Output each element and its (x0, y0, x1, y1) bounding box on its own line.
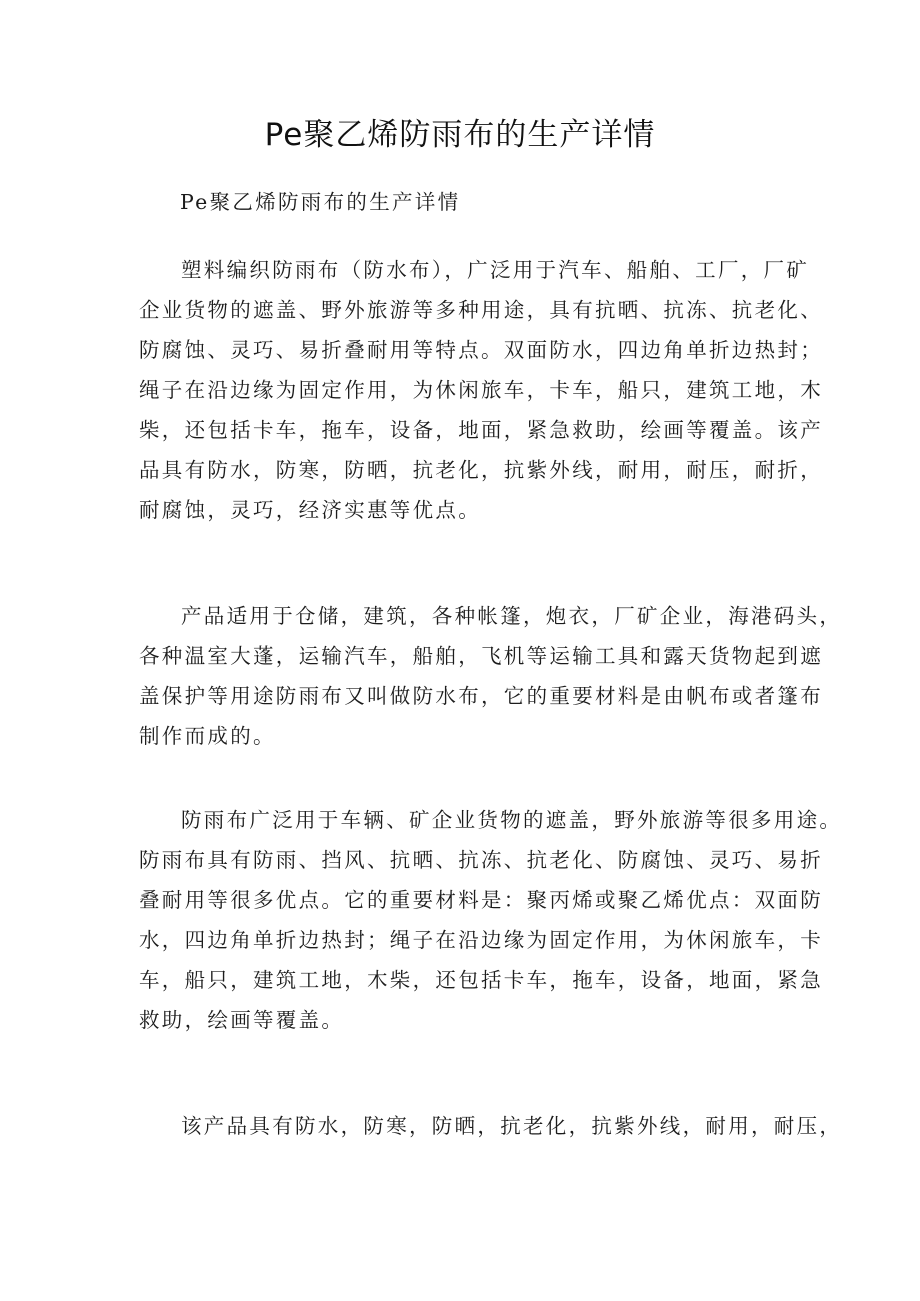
paragraph-line: 柴，还包括卡车，拖车，设备，地面，紧急救助，绘画等覆盖。该产 (139, 418, 823, 442)
paragraph-line: 耐腐蚀，灵巧，经济实惠等优点。 (139, 498, 481, 522)
paragraph-4 (139, 1106, 843, 1146)
paragraph-2 (139, 596, 843, 756)
paragraph-line: 车，船只，建筑工地，木柴，还包括卡车，拖车，设备，地面，紧急 (139, 968, 823, 992)
paragraph-line: 制作而成的。 (139, 724, 276, 748)
paragraph-line: 救助，绘画等覆盖。 (139, 1008, 345, 1032)
paragraph-line: 该产品具有防水，防寒，防晒，抗老化，抗紫外线，耐用，耐压， (181, 1114, 843, 1138)
document-subtitle: Pe聚乙烯防雨布的生产详情 (180, 190, 461, 214)
paragraph-line: 盖保护等用途防雨布又叫做防水布，它的重要材料是由帆布或者篷布 (139, 684, 823, 708)
paragraph-line: 塑料编织防雨布（防水布），广泛用于汽车、船舶、工厂，厂矿 (181, 258, 810, 282)
paragraph-line: 企业货物的遮盖、野外旅游等多种用途，具有抗晒、抗冻、抗老化、 (139, 298, 823, 322)
paragraph-1 (139, 250, 823, 530)
document-title: Pe聚乙烯防雨布的生产详情 (264, 117, 656, 153)
paragraph-3 (139, 800, 843, 1040)
paragraph-line: 防腐蚀、灵巧、易折叠耐用等特点。双面防水，四边角单折边热封； (139, 338, 823, 362)
paragraph-line: 防雨布具有防雨、挡风、抗晒、抗冻、抗老化、防腐蚀、灵巧、易折 (139, 848, 823, 872)
paragraph-line: 叠耐用等很多优点。它的重要材料是：聚丙烯或聚乙烯优点：双面防 (139, 888, 823, 912)
paragraph-line: 产品适用于仓储，建筑，各种帐篷，炮衣，厂矿企业，海港码头， (181, 604, 843, 628)
paragraph-line: 防雨布广泛用于车辆、矿企业货物的遮盖，野外旅游等很多用途。 (181, 808, 843, 832)
paragraph-line: 绳子在沿边缘为固定作用，为休闲旅车，卡车，船只，建筑工地，木 (139, 378, 823, 402)
paragraph-line: 各种温室大蓬，运输汽车，船舶，飞机等运输工具和露天货物起到遮 (139, 644, 823, 668)
paragraph-line: 品具有防水，防寒，防晒，抗老化，抗紫外线，耐用，耐压，耐折， (139, 458, 823, 482)
paragraph-line: 水，四边角单折边热封；绳子在沿边缘为固定作用，为休闲旅车，卡 (139, 928, 823, 952)
